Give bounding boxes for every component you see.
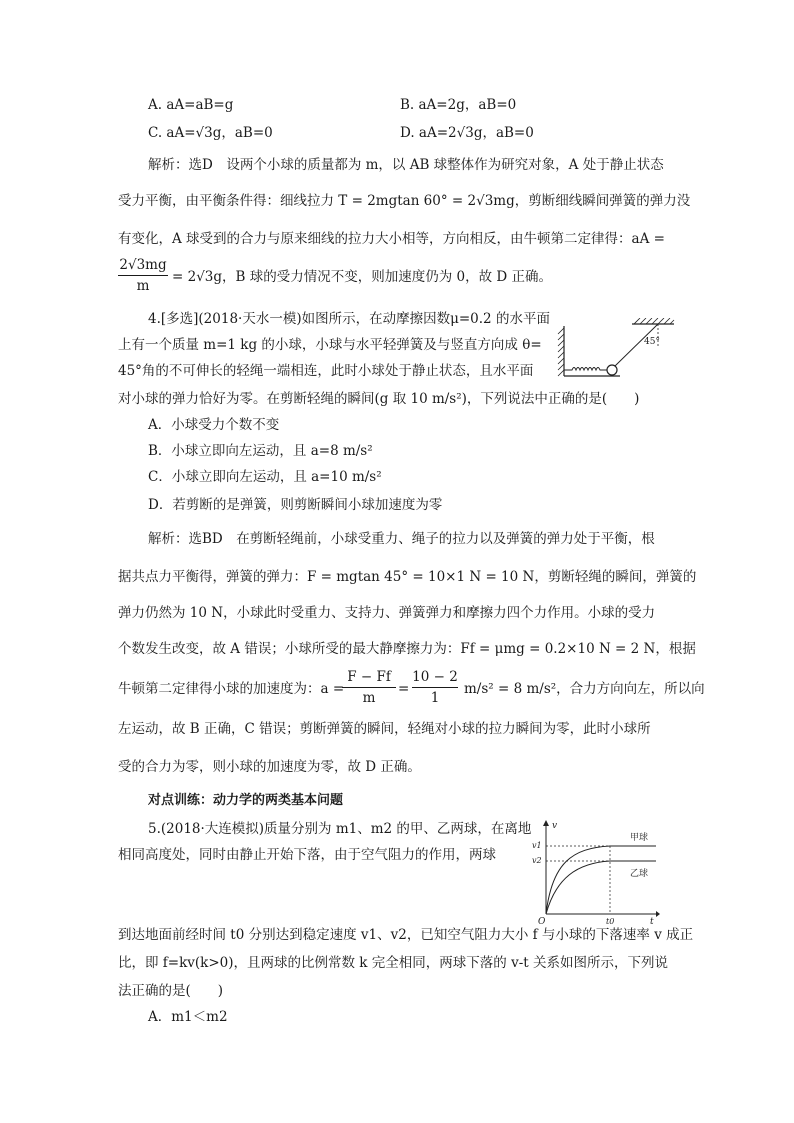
- q5-stem-line: 到达地面前经时间 t0 分别达到稳定速度 v1、v2，已知空气阻力大小 f 与小球的下落速率 v 成正: [118, 927, 694, 943]
- angle-label: 45°: [644, 337, 660, 347]
- q3-option-a: A. aA=aB=g: [148, 97, 234, 113]
- q3-option-d: D. aA=2√3g，aB=0: [400, 125, 534, 141]
- equals-sign: =: [398, 681, 410, 697]
- q4-solution-line: m/s² = 8 m/s²，合力方向向左，所以向: [464, 681, 705, 697]
- t0-label: t0: [606, 917, 615, 926]
- fraction-numerator: F − Ff: [347, 669, 391, 685]
- fraction-denominator: m: [362, 690, 376, 706]
- q4-solution-line: 受的合力为零，则小球的加速度为零，故 D 正确。: [118, 759, 421, 775]
- q3-solution-line: 解析：选D 设两个小球的质量都为 m，以 AB 球整体作为研究对象，A 处于静止状态: [148, 157, 664, 173]
- q3-solution-line: = 2√3g，B 球的受力情况不变，则加速度仍为 0，故 D 正确。: [172, 269, 553, 285]
- curve-jia: [546, 846, 656, 914]
- fraction-denominator: 1: [430, 690, 440, 706]
- q4-solution-line: 弹力仍然为 10 N，小球此时受重力、支持力、弹簧弹力和摩擦力四个力作用。小球的受力: [118, 605, 656, 621]
- spring-rope-figure: [548, 318, 678, 382]
- q4-stem-line: 45°角的不可伸长的轻绳一端相连，此时小球处于静止状态，且水平面: [118, 363, 534, 379]
- q4-solution-line: 据共点力平衡得，弹簧的弹力：F = mgtan 45° = 10×1 N = 10 N，剪断轻绳的瞬间，弹簧的: [118, 569, 697, 585]
- q3-option-b: B. aA=2g，aB=0: [400, 97, 517, 113]
- q3-option-c: C. aA=√3g，aB=0: [148, 125, 273, 141]
- fraction-numerator: 10 − 2: [412, 669, 458, 685]
- q3-solution-fraction: [118, 256, 168, 295]
- origin-label: O: [538, 917, 546, 926]
- q5-option-a: A．m1＜m2: [148, 1009, 228, 1025]
- q3-solution-line: 有变化，A 球受到的合力与原来细线的拉力大小相等，方向相反，由牛顿第二定律得：aA =: [118, 231, 665, 247]
- q5-stem-line: 法正确的是( ): [118, 983, 224, 999]
- q3-solution-line: 受力平衡，由平衡条件得：细线拉力 T = 2mgtan 60° = 2√3mg，剪断细线瞬间弹簧的弹力没: [118, 193, 691, 209]
- q4-option-d: D．若剪断的是弹簧，则剪断瞬间小球加速度为零: [148, 497, 443, 513]
- q4-solution-line: 左运动，故 B 正确，C 错误；剪断弹簧的瞬间，轻绳对小球的拉力瞬间为零，此时小球所: [118, 721, 651, 737]
- q4-solution-line: 解析：选BD 在剪断轻绳前，小球受重力、绳子的拉力以及弹簧的弹力处于平衡，根: [148, 531, 655, 547]
- q5-stem-line: 5.(2018·大连模拟)质量分别为 m1、m2 的甲、乙两球，在离地: [148, 821, 532, 837]
- v1-label: v1: [532, 841, 542, 850]
- axis-label-v: v: [552, 821, 558, 831]
- q5-stem-line: 相同高度处，同时由静止开始下落，由于空气阻力的作用，两球: [118, 847, 496, 863]
- v2-label: v2: [532, 856, 542, 865]
- fraction-denominator: m: [136, 278, 150, 294]
- q4-solution-line: 牛顿第二定律得小球的加速度为：a =: [118, 681, 345, 697]
- fraction-numerator: 2√3mg: [119, 257, 167, 273]
- velocity-time-graph: [532, 818, 662, 926]
- q4-option-a: A．小球受力个数不变: [148, 417, 280, 433]
- legend-yi: 乙球: [630, 869, 649, 879]
- q4-solution-line: 个数发生改变，故 A 错误；小球所受的最大静摩擦力为：Ff = μmg = 0.2×10 N = 2 N，根据: [118, 641, 696, 657]
- axis-label-t: t: [650, 917, 654, 926]
- q4-stem-line: 上有一个质量 m=1 kg 的小球，小球与水平轻弹簧及与竖直方向成 θ=: [118, 337, 542, 353]
- q4-stem-line: 4.[多选](2018·天水一模)如图所示，在动摩擦因数μ=0.2 的水平面: [148, 311, 550, 327]
- q4-stem-line: 对小球的弹力恰好为零。在剪断轻绳的瞬间(g 取 10 m/s²)，下列说法中正确的是( ): [118, 391, 640, 407]
- q5-stem-line: 比，即 f=kv(k>0)，且两球的比例常数 k 完全相同，两球下落的 v-t 关系如图所示，下列说: [118, 955, 668, 971]
- q4-option-c: C．小球立即向左运动，且 a=10 m/s²: [148, 469, 382, 485]
- q4-option-b: B．小球立即向左运动，且 a=8 m/s²: [148, 443, 373, 459]
- q4-solution-fraction: [412, 668, 458, 707]
- legend-jia: 甲球: [630, 833, 649, 843]
- q4-solution-fraction: [342, 668, 396, 707]
- section-title: 对点训练：动力学的两类基本问题: [148, 793, 344, 808]
